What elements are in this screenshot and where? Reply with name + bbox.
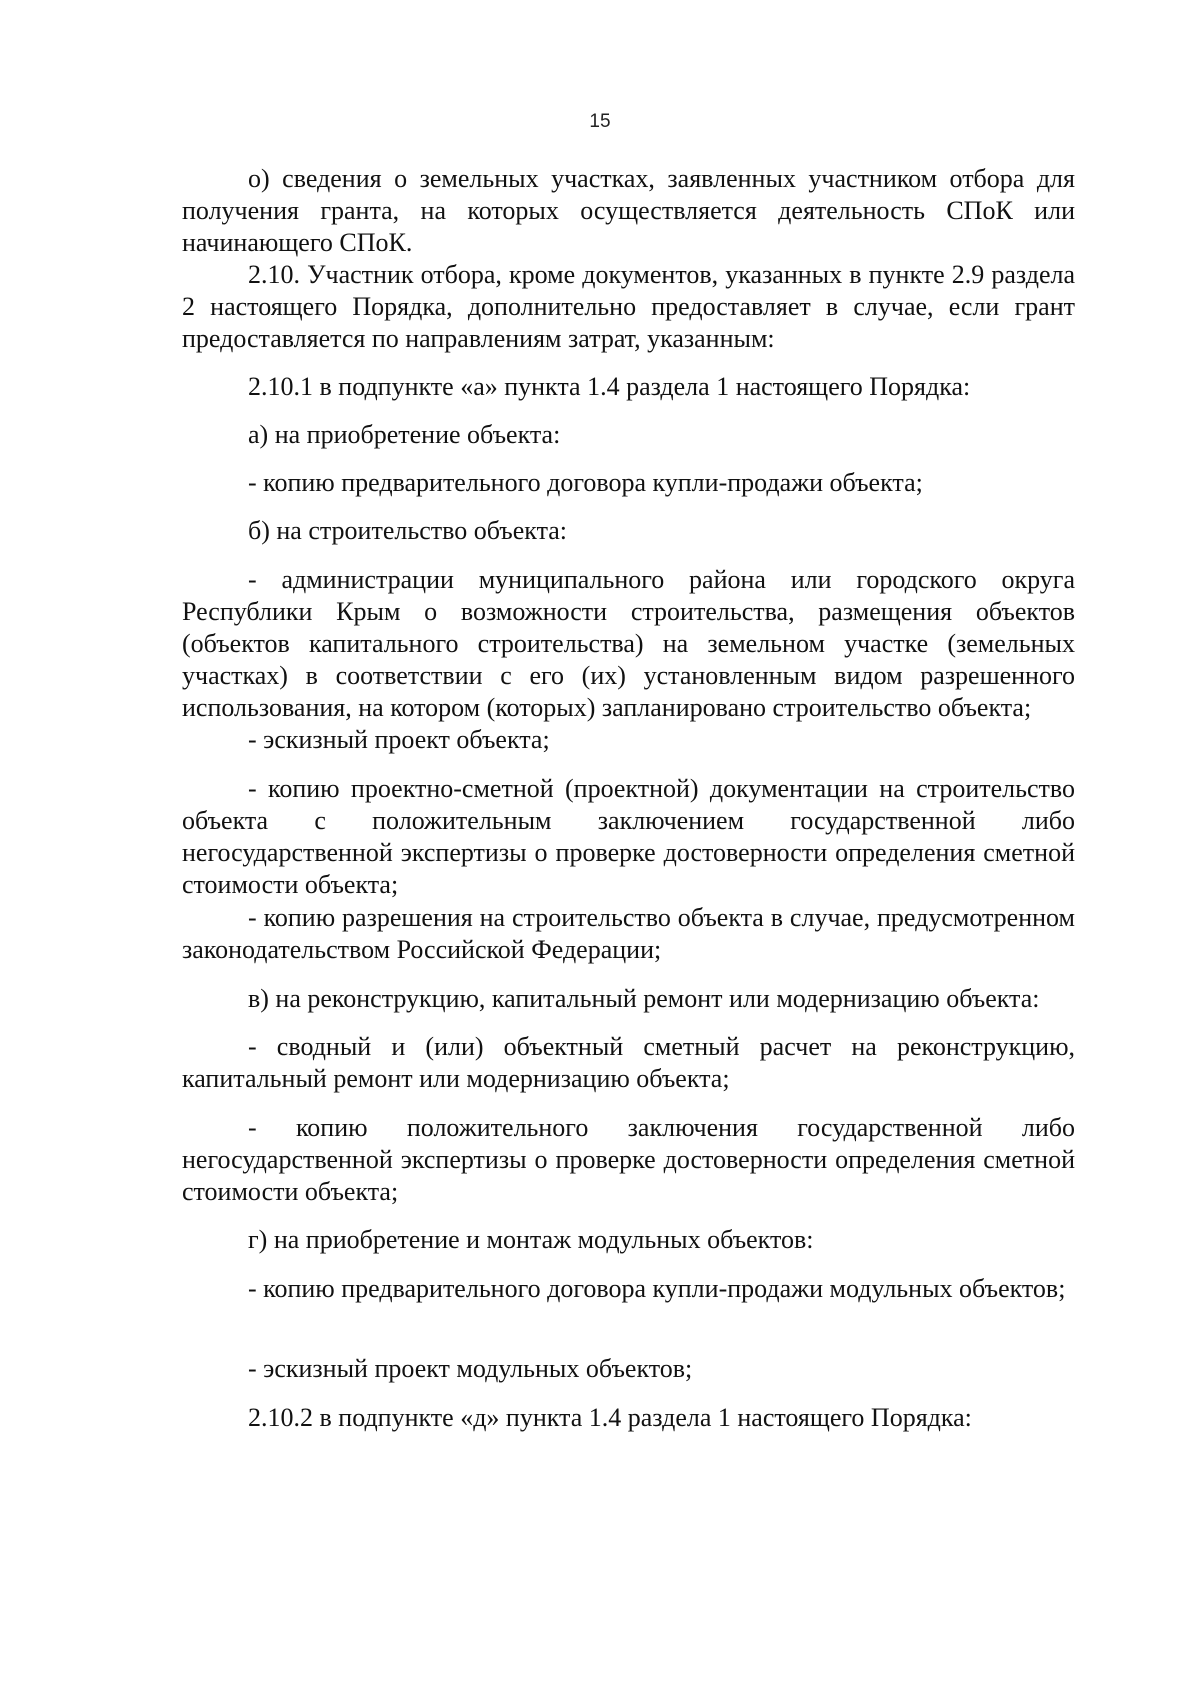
paragraph-expertise-conclusion-copy: - копию положительного заключения государственной либо негосударственной экспертизы о проверке достоверности определения сметной стоимости объекта; xyxy=(182,1113,1075,1206)
paragraph-g-modular-objects: г) на приобретение и монтаж модульных объектов: xyxy=(248,1225,814,1254)
paragraph-o-land-plots: о) сведения о земельных участках, заявленных участником отбора для получения гранта, на которых осуществляется деятельность СПоК или начинающего СПоК. xyxy=(182,164,1075,257)
paragraph-modular-contract-copy: - копию предварительного договора купли-продажи модульных объектов; xyxy=(248,1274,1066,1303)
page-number: 15 xyxy=(589,111,611,132)
paragraph-sketch-project: - эскизный проект объекта; xyxy=(248,725,550,754)
paragraph-purchase-contract-copy: - копию предварительного договора купли-продажи объекта; xyxy=(248,468,923,497)
paragraph-construction-permit-copy: - копию разрешения на строительство объекта в случае, предусмотренном законодательством Российской Федерации; xyxy=(182,903,1075,964)
paragraph-2-10-1: 2.10.1 в подпункте «а» пункта 1.4 раздела 1 настоящего Порядка: xyxy=(248,372,971,401)
paragraph-design-estimate-copy: - копию проектно-сметной (проектной) документации на строительство объекта с положительным заключением государственной либо негосударственной экспертизы о проверке достоверности определения сметной стоимости объекта; xyxy=(182,774,1075,899)
paragraph-2-10-2: 2.10.2 в подпункте «д» пункта 1.4 раздела 1 настоящего Порядка: xyxy=(248,1403,972,1432)
paragraph-administration-opinion: - администрации муниципального района или городского округа Республики Крым о возможности строительства, размещения объектов (объектов капитального строительства) на земельном участке (земельных участках) в соответствии с его (их) установленным видом разрешенного использования, на котором (которых) запланировано строительство объекта; xyxy=(182,565,1075,722)
paragraph-v-reconstruction: в) на реконструкцию, капитальный ремонт или модернизацию объекта: xyxy=(248,984,1040,1013)
paragraph-b-construction: б) на строительство объекта: xyxy=(248,516,568,545)
paragraph-a-purchase: а) на приобретение объекта: xyxy=(248,420,561,449)
paragraph-2-10: 2.10. Участник отбора, кроме документов, указанных в пункте 2.9 раздела 2 настоящего Порядка, дополнительно предоставляет в случае, если грант предоставляется по направлениям затрат, указанным: xyxy=(182,260,1075,353)
paragraph-modular-sketch-project: - эскизный проект модульных объектов; xyxy=(248,1354,693,1383)
paragraph-estimate-calculation: - сводный и (или) объектный сметный расчет на реконструкцию, капитальный ремонт или модернизацию объекта; xyxy=(182,1032,1075,1093)
